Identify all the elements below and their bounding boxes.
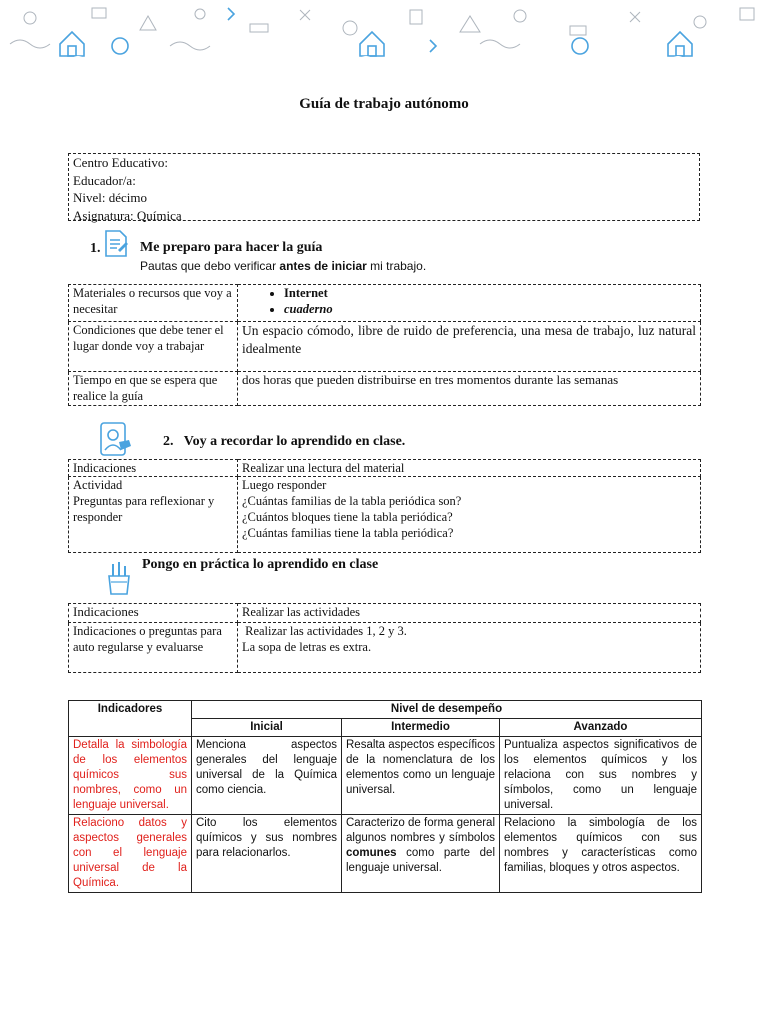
indications-value: Realizar una lectura del material [238,460,701,477]
inicial-cell: Cito los elementos químicos y sus nombres para relacionarlos. [192,815,342,893]
avanzado-cell: Puntualiza aspectos significativos de los elementos químicos y los relaciona con sus nombres y símbolos, como un lenguaje universal. [500,737,702,815]
intermedio-cell: Resalta aspectos específicos de la nomenclatura de los elementos como un lenguaje universal. [342,737,500,815]
materials-value [238,285,701,322]
list-item: ¿Cuántos bloques tiene la tabla periódica? [242,510,453,524]
section1-table [68,284,701,406]
list-item: • Internet [284,285,696,301]
section2-heading: 2. Voy a recordar lo aprendido en clase. [163,434,406,449]
table-row [69,737,702,815]
checklist-icon [102,228,130,258]
page-title: Guía de trabajo autónomo [299,96,469,112]
indications-value: Realizar las actividades [238,604,701,623]
materials-label: Materiales o recursos que voy a necesitar [69,285,238,322]
activity-label [69,477,238,553]
time-value: dos horas que pueden distribuirse en tres momentos durante las semanas [238,372,701,406]
self-eval-value [238,623,701,673]
time-label: Tiempo en que se espera que realice la guía [69,372,238,406]
section3-heading: Pongo en práctica lo aprendido en clase [142,557,379,572]
section3-table [68,603,701,673]
study-icon [97,420,135,460]
col-inicial: Inicial [192,719,342,737]
list-item: Luego responder [242,478,327,492]
list-item: ¿Cuántas familias de la tabla periódica son? [242,494,462,508]
activity-value [238,477,701,553]
col-avanzado: Avanzado [500,719,702,737]
section1-heading: Me preparo para hacer la guía [140,240,323,255]
indications-label: Indicaciones [69,460,238,477]
rubric-table [68,700,702,893]
col-indicadores: Indicadores [69,701,192,737]
col-nivel: Nivel de desempeño [192,701,702,719]
activity-title: Actividad [73,478,123,492]
section1-subtitle: Pautas que debo verificar antes de iniciar mi trabajo. [140,259,427,273]
instruction-line: La sopa de letras es extra. [242,640,372,654]
conditions-value: Un espacio cómodo, libre de ruido de preferencia, una mesa de trabajo, luz natural idealmente [238,322,701,372]
school-field: Centro Educativo: [73,155,168,170]
pencil-cup-icon [104,560,134,596]
section2-table [68,459,701,553]
level-field: Nivel: décimo [73,190,148,205]
list-item: • cuaderno [284,301,696,317]
info-box [68,153,700,221]
self-eval-label: Indicaciones o preguntas para auto regularse y evaluarse [69,623,238,673]
inicial-cell: Menciona aspectos generales del lenguaje universal de la Química como ciencia. [192,737,342,815]
activity-subtitle: Preguntas para reflexionar y responder [73,494,215,524]
indications-label: Indicaciones [69,604,238,623]
subject-field: Asignatura: Química [73,207,182,223]
conditions-label: Condiciones que debe tener el lugar donde voy a trabajar [69,322,238,372]
intermedio-cell: Caracterizo de forma general algunos nombres y símbolos comunes como parte del lenguaje universal. [342,815,500,893]
educator-field: Educador/a: [73,172,136,188]
header-banner [0,0,768,62]
table-row [69,815,702,893]
indicator-cell: Detalla la simbología de los elementos químicos sus nombres, como un lenguaje universal. [69,737,192,815]
list-item: ¿Cuántas familias tiene la tabla periódica? [242,526,454,540]
section1-number: 1. [90,241,101,256]
instruction-line: Realizar las actividades 1, 2 y 3. [242,624,407,638]
indicator-cell: Relaciono datos y aspectos generales con el lenguaje universal de la Química. [69,815,192,893]
col-intermedio: Intermedio [342,719,500,737]
avanzado-cell: Relaciono la simbología de los elementos químicos con sus nombres y características como familias, bloques y otros aspectos. [500,815,702,893]
